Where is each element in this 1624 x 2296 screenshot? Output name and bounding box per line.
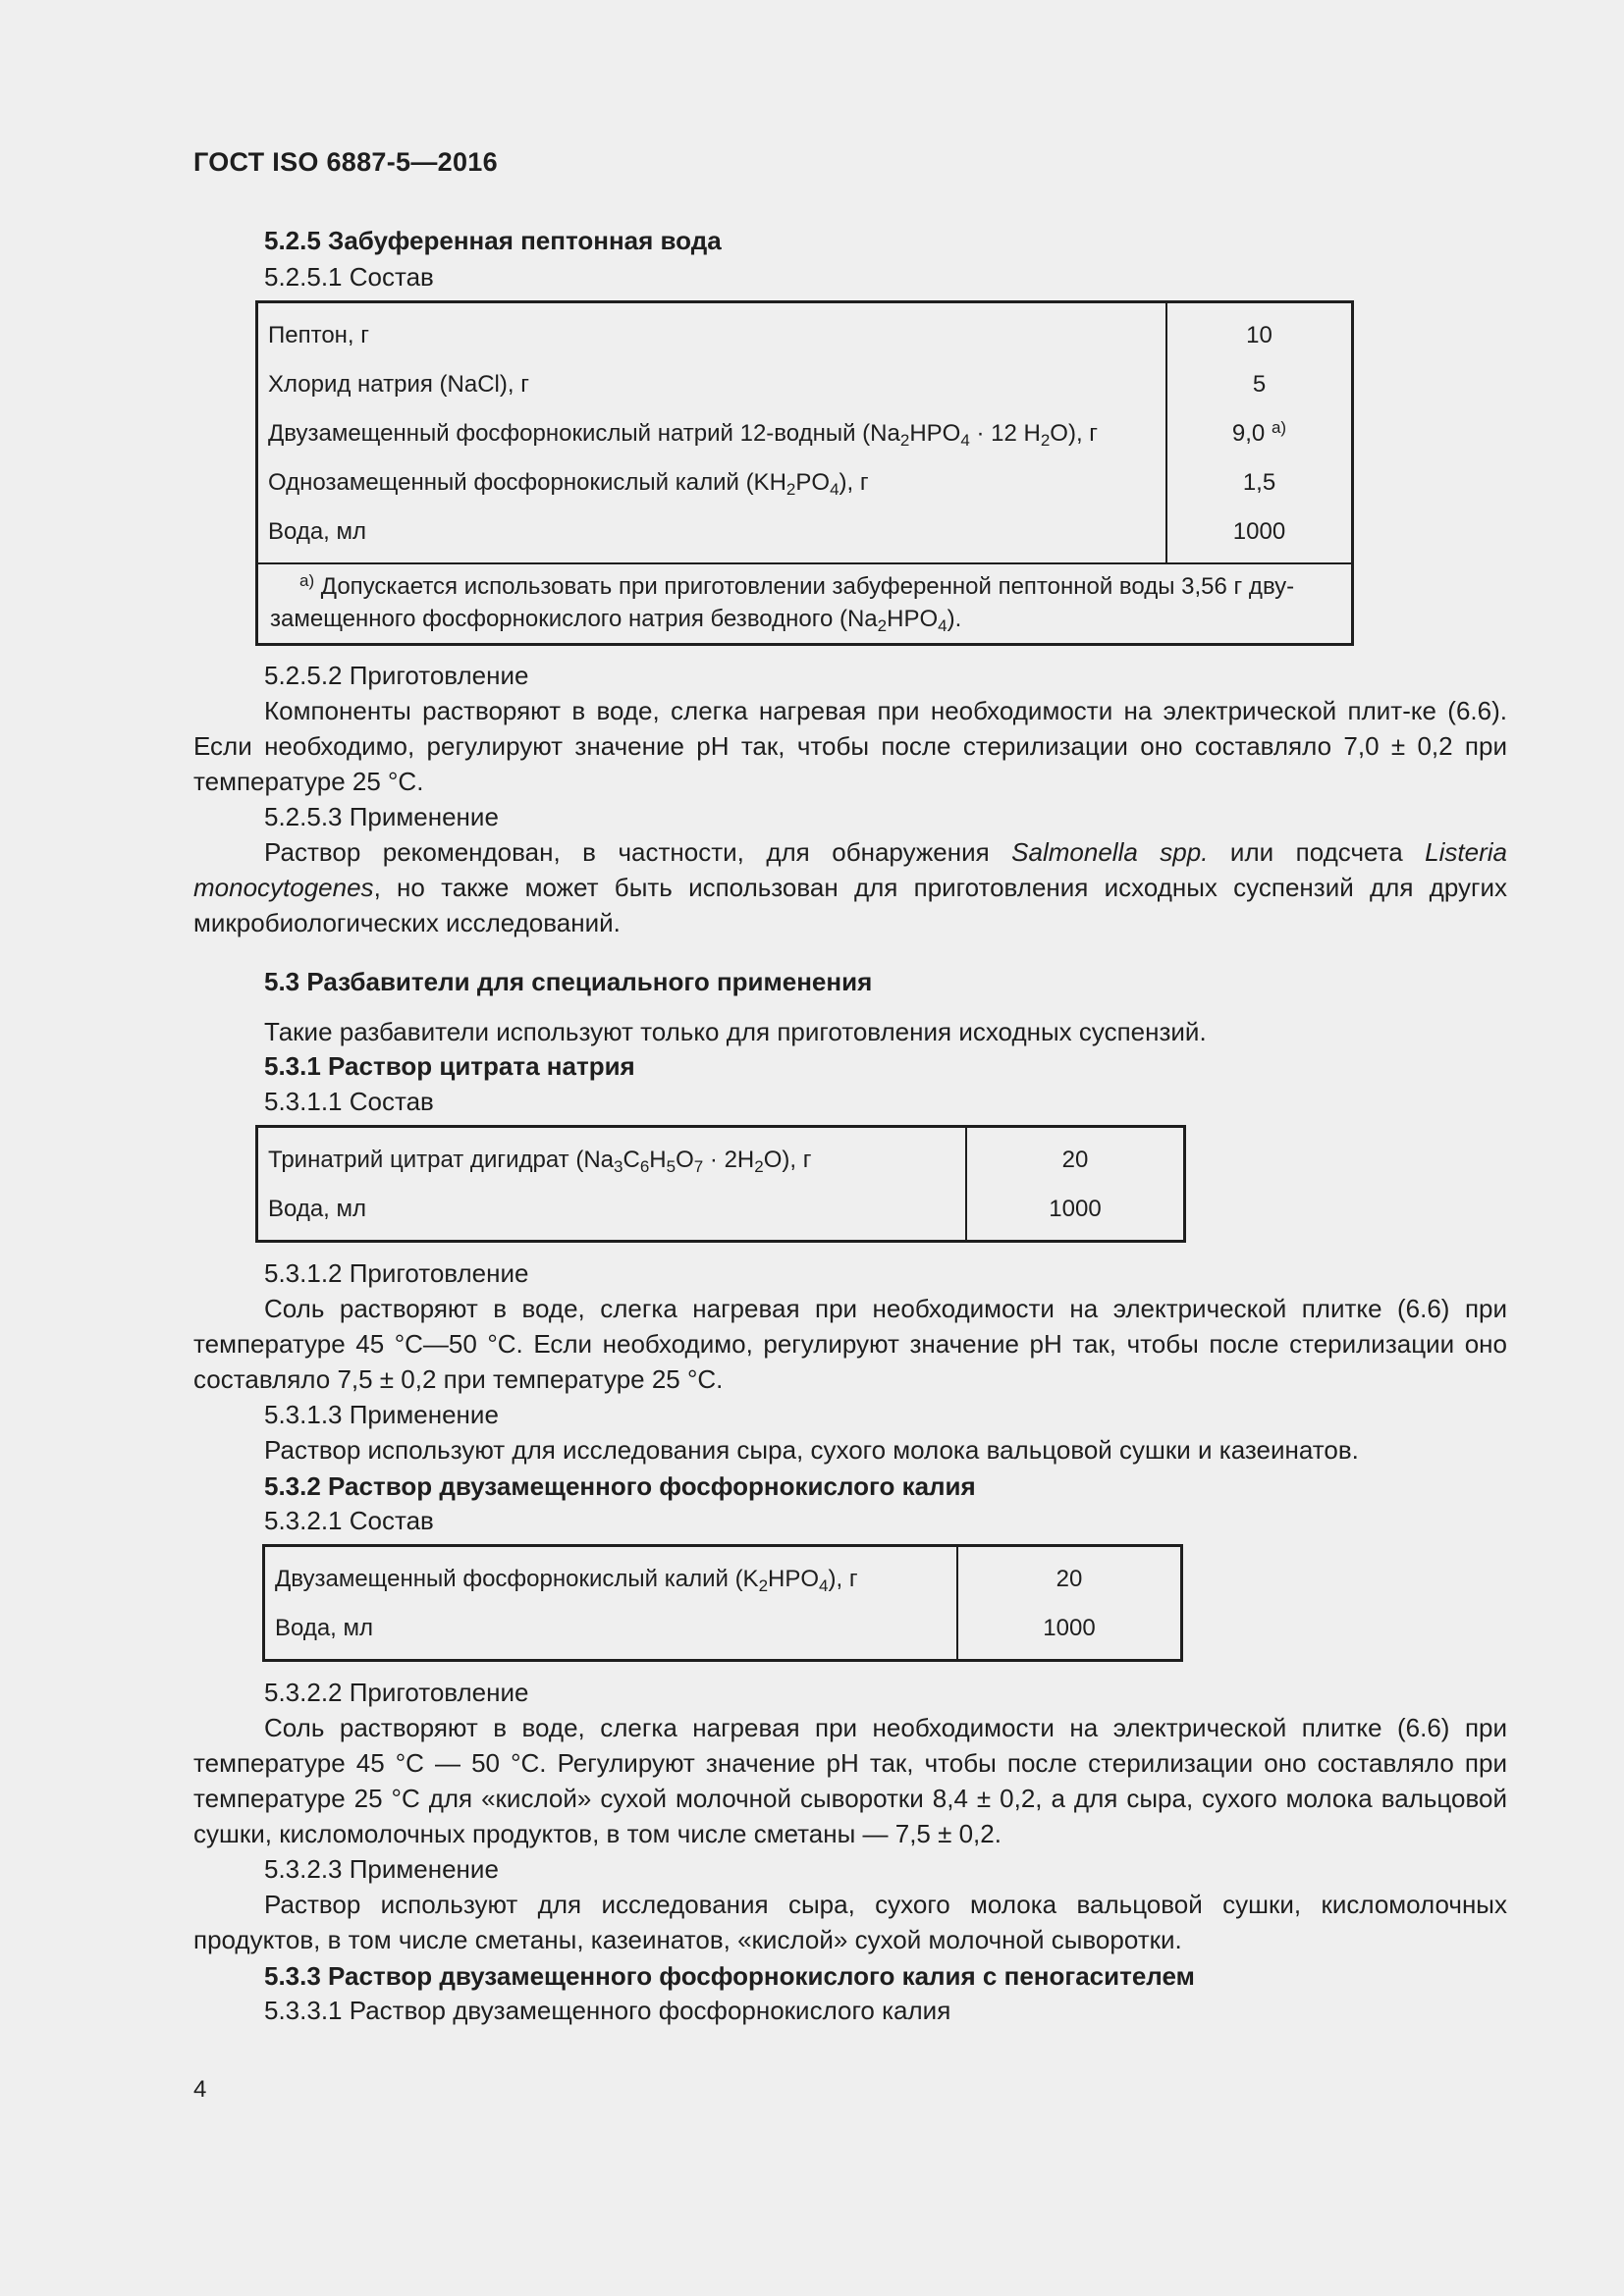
use-heading-5-3-2-3: 5.3.2.3 Применение [264,1854,499,1884]
ingredient-value: 1000 [957,1604,1182,1661]
section-title-5-3-2: 5.3.2 Раствор двузамещенного фосфорнокислого калия [264,1471,976,1501]
table-row [257,458,1353,507]
table-row [257,360,1353,409]
ingredient-label: Тринатрий цитрат дигидрат $(Na_3C_6H_5O_7 \cdot 2H_2O)$, г [268,1147,812,1176]
page-number: 4 [193,2076,207,2103]
ingredient-label: Хлорид натрия (NaCl), г [268,371,529,398]
use-heading-5-2-5-3: 5.2.5.3 Применение [264,802,499,831]
section-title-5-3-1: 5.3.1 Раствор цитрата натрия [264,1051,635,1081]
ingredient-value: 10 [1166,302,1353,361]
prep-text-5-3-1-2: Соль растворяют в воде, слегка нагревая при необходимости на электрической плитке (6.6) при температуре 45 °C—50 °C. Если необходимо, регулируют значение pH так, чтобы после стерилизации оно составляло 7,5 ± 0,2 при температуре 25 °C. [193,1294,1507,1394]
footnote-ref: а) [1271,418,1287,437]
ingredient-value: 20 [966,1127,1185,1186]
ingredient-label: Вода, мл [268,518,367,545]
table-row [257,1185,1185,1242]
composition-table-5-3-2 [262,1544,1183,1662]
table-row [264,1604,1182,1661]
ingredient-value: 20 [957,1546,1182,1605]
ingredient-value: 5 [1166,360,1353,409]
section-intro-5-3: Такие разбавители используют только для приготовления исходных суспензий. [264,1017,1207,1046]
table-row [257,507,1353,563]
use-text-5-2-5-3: Раствор рекомендован, в частности, для обнаружения Salmonella spp. или подсчета Listeria monocytogenes, но также может быть использован для приготовления исходных суспензий для других микробиологических исследований. [193,837,1507,937]
prep-text-5-2-5-2: Компоненты растворяют в воде, слегка нагревая при необходимости на электрической плит-ке (6.6). Если необходимо, регулируют значение pH так, чтобы после стерилизации оно составляло 7,0 ± 0,2 при температуре 25 °C. [193,696,1507,796]
use-text-5-3-2-3: Раствор используют для исследования сыра, сухого молока вальцовой сушки, кисломолочных продуктов, в том числе сметаны, казеинатов, «кислой» сухой молочной сыворотки. [193,1890,1507,1954]
section-title-5-3: 5.3 Разбавители для специального применения [264,967,873,996]
table-row [257,1127,1185,1186]
sub-heading-5-3-3-1: 5.3.3.1 Раствор двузамещенного фосфорнокислого калия [264,1996,951,2025]
prep-heading-5-3-2-2: 5.3.2.2 Приготовление [264,1678,529,1707]
section-title-5-3-3: 5.3.3 Раствор двузамещенного фосфорнокислого калия с пеногасителем [264,1961,1195,1991]
ingredient-value: 9,0 $^{а)}$ [1166,409,1353,458]
ingredient-value: 1000 [966,1185,1185,1242]
ingredient-label: Двузамещенный фосфорнокислый натрий 12-водный ($Na_2HPO_4 \cdot 12$ $H_2O$), г [268,420,1099,450]
ingredient-value: 1,5 [1166,458,1353,507]
table-row [264,1546,1182,1605]
use-heading-5-3-1-3: 5.3.1.3 Применение [264,1400,499,1429]
composition-heading-5-3-2-1: 5.3.2.1 Состав [264,1506,434,1535]
table-footnote-row [257,563,1353,645]
table-row [257,302,1353,361]
composition-heading-5-2-5-1: 5.2.5.1 Состав [264,262,434,292]
ingredient-label: Пептон, г [268,322,370,348]
prep-text-5-3-2-2: Соль растворяют в воде, слегка нагревая при необходимости на электрической плитке (6.6) при температуре 45 °C — 50 °C. Регулируют значение pH так, чтобы после стерилизации оно составляло при температуре 25 °C для «кислой» сухой молочной сыворотки 8,4 ± 0,2, а для сыра, сухого молока вальцовой сушки, кисломолочных продуктов, в том числе сметаны — 7,5 ± 0,2. [193,1713,1507,1848]
table-footnote: $^{а)}$ Допускается использовать при приготовлении забуференной пептонной воды 3,56 г дву-замещенного фосфорнокислого натрия безводного $(Na_2HPO_4)$. [257,563,1353,645]
ingredient-label: Вода, мл [275,1615,374,1641]
use-text-5-3-1-3: Раствор используют для исследования сыра, сухого молока вальцовой сушки и казеинатов. [264,1435,1359,1465]
composition-table-5-2-5 [255,300,1354,646]
composition-table-5-3-1 [255,1125,1186,1243]
ingredient-label: Однозамещенный фосфорнокислый калий $(KH_2PO_4)$, г [268,469,869,499]
section-title-5-2-5: 5.2.5 Забуференная пептонная вода [264,226,722,255]
prep-heading-5-3-1-2: 5.3.1.2 Приготовление [264,1258,529,1288]
composition-heading-5-3-1-1: 5.3.1.1 Состав [264,1087,434,1116]
ingredient-label: Двузамещенный фосфорнокислый калий $(K_2HPO_4)$, г [275,1566,858,1595]
document-header: ГОСТ ISO 6887-5—2016 [193,147,498,177]
ingredient-value: 1000 [1166,507,1353,563]
prep-heading-5-2-5-2: 5.2.5.2 Приготовление [264,661,529,690]
table-row [257,409,1353,458]
ingredient-label: Вода, мл [268,1196,367,1222]
